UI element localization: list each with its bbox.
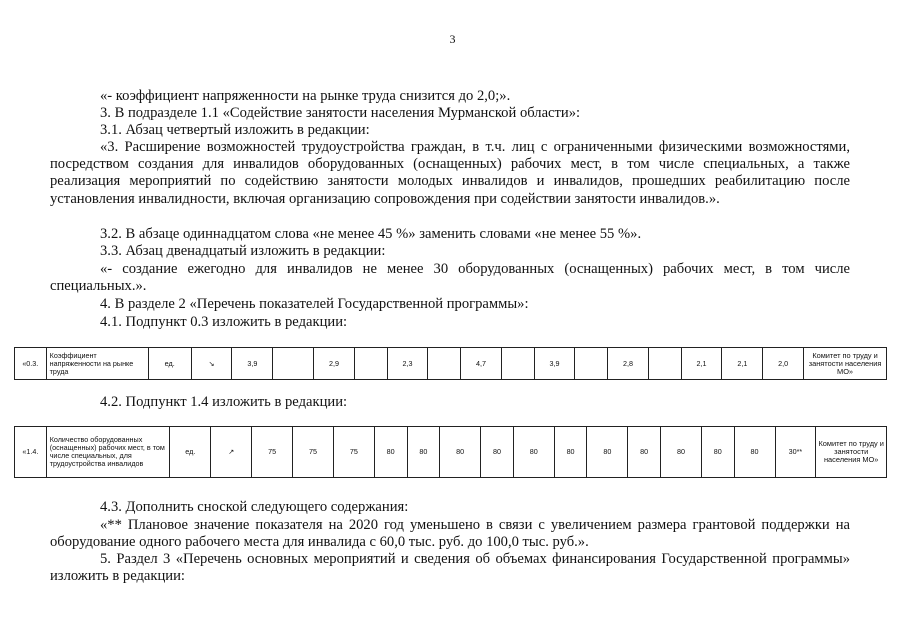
value-cell: 3,9 <box>232 348 273 380</box>
value-cell: 80 <box>440 427 481 478</box>
indicator-table-1-4 <box>14 426 887 478</box>
unit-cell: ед. <box>170 427 211 478</box>
row-number: «0.3. <box>15 348 47 380</box>
value-cell: 80 <box>628 427 661 478</box>
page-number: 3 <box>449 32 456 46</box>
arrow-down-right-icon: ↘ <box>191 348 232 380</box>
paragraph: «- коэффициент напряженности на рынке труда снизится до 2,0;». <box>100 88 511 104</box>
paragraph: 3.3. Абзац двенадцатый изложить в редакции: <box>100 243 386 259</box>
value-cell: 2,9 <box>314 348 355 380</box>
indicator-name: Количество оборудованных (оснащенных) рабочих мест, в том числе специальных, для трудоустройства инвалидов <box>46 427 170 478</box>
paragraph: «- создание ежегодно для инвалидов не менее 30 оборудованных (оснащенных) рабочих мест, в том числе специальных.». <box>50 261 850 295</box>
value-cell: 2,8 <box>608 348 649 380</box>
indicator-table-0-3 <box>14 347 887 380</box>
paragraph: 3.2. В абзаце одиннадцатом слова «не менее 45 %» заменить словами «не менее 55 %». <box>100 226 642 242</box>
paragraph: 3. В подразделе 1.1 «Содействие занятости населения Мурманской области»: <box>100 105 581 121</box>
value-cell <box>354 348 387 380</box>
value-cell: 80 <box>554 427 587 478</box>
table-row <box>15 348 887 380</box>
paragraph: 4.3. Дополнить сноской следующего содержания: <box>100 499 409 515</box>
indicator-name: Коэффициент напряженности на рынке труда <box>46 348 148 380</box>
value-cell: 75 <box>252 427 293 478</box>
value-cell <box>575 348 608 380</box>
value-cell <box>273 348 314 380</box>
value-cell: 80 <box>407 427 440 478</box>
arrow-up-right-icon: ↗ <box>211 427 252 478</box>
row-number: «1.4. <box>15 427 47 478</box>
paragraph: 4.2. Подпункт 1.4 изложить в редакции: <box>100 394 348 410</box>
value-cell: 80 <box>587 427 628 478</box>
paragraph: 5. Раздел 3 «Перечень основных мероприятий и сведения об объемах финансирования Государственной программы» изложить в редакции: <box>50 551 850 585</box>
value-cell <box>501 348 534 380</box>
paragraph: 4.1. Подпункт 0.3 изложить в редакции: <box>100 314 348 330</box>
responsible-cell: Комитет по труду и занятости населения МО» <box>804 348 887 380</box>
value-cell: 2,1 <box>681 348 722 380</box>
table-row <box>15 427 887 478</box>
value-cell: 2,1 <box>722 348 763 380</box>
value-cell: 4,7 <box>461 348 502 380</box>
value-cell: 80 <box>513 427 554 478</box>
value-cell: 80 <box>734 427 775 478</box>
responsible-cell: Комитет по труду и занятости населения МО» <box>816 427 887 478</box>
value-cell: 80 <box>661 427 702 478</box>
value-cell: 80 <box>701 427 734 478</box>
value-cell: 80 <box>481 427 514 478</box>
value-cell: 75 <box>293 427 334 478</box>
value-cell: 75 <box>333 427 374 478</box>
paragraph: 4. В разделе 2 «Перечень показателей Государственной программы»: <box>100 296 529 312</box>
footnote-paragraph: «** Плановое значение показателя на 2020 год уменьшено в связи с увеличением размера грантовой поддержки на оборудование одного рабочего места для инвалида с 60,0 тыс. руб. до 100,0 тыс. руб.». <box>50 517 850 551</box>
value-cell <box>428 348 461 380</box>
paragraph: «3. Расширение возможностей трудоустройства граждан, в т.ч. лиц с ограниченными физическими возможностями, посредством создания для инвалидов оборудованных (оснащенных) рабочих мест, в том числе специальных, а также реализация мероприятий по содействию занятости молодых инвалидов и инвалидов, прошедших реабилитацию после установления инвалидности, включая организацию сопровождения при содействии занятости инвалидов.». <box>50 139 850 207</box>
value-cell: 3,9 <box>534 348 575 380</box>
value-cell: 80 <box>374 427 407 478</box>
value-cell <box>648 348 681 380</box>
unit-cell: ед. <box>148 348 191 380</box>
value-cell: 30** <box>775 427 816 478</box>
value-cell: 2,0 <box>763 348 804 380</box>
value-cell: 2,3 <box>387 348 428 380</box>
paragraph: 3.1. Абзац четвертый изложить в редакции: <box>100 122 370 138</box>
